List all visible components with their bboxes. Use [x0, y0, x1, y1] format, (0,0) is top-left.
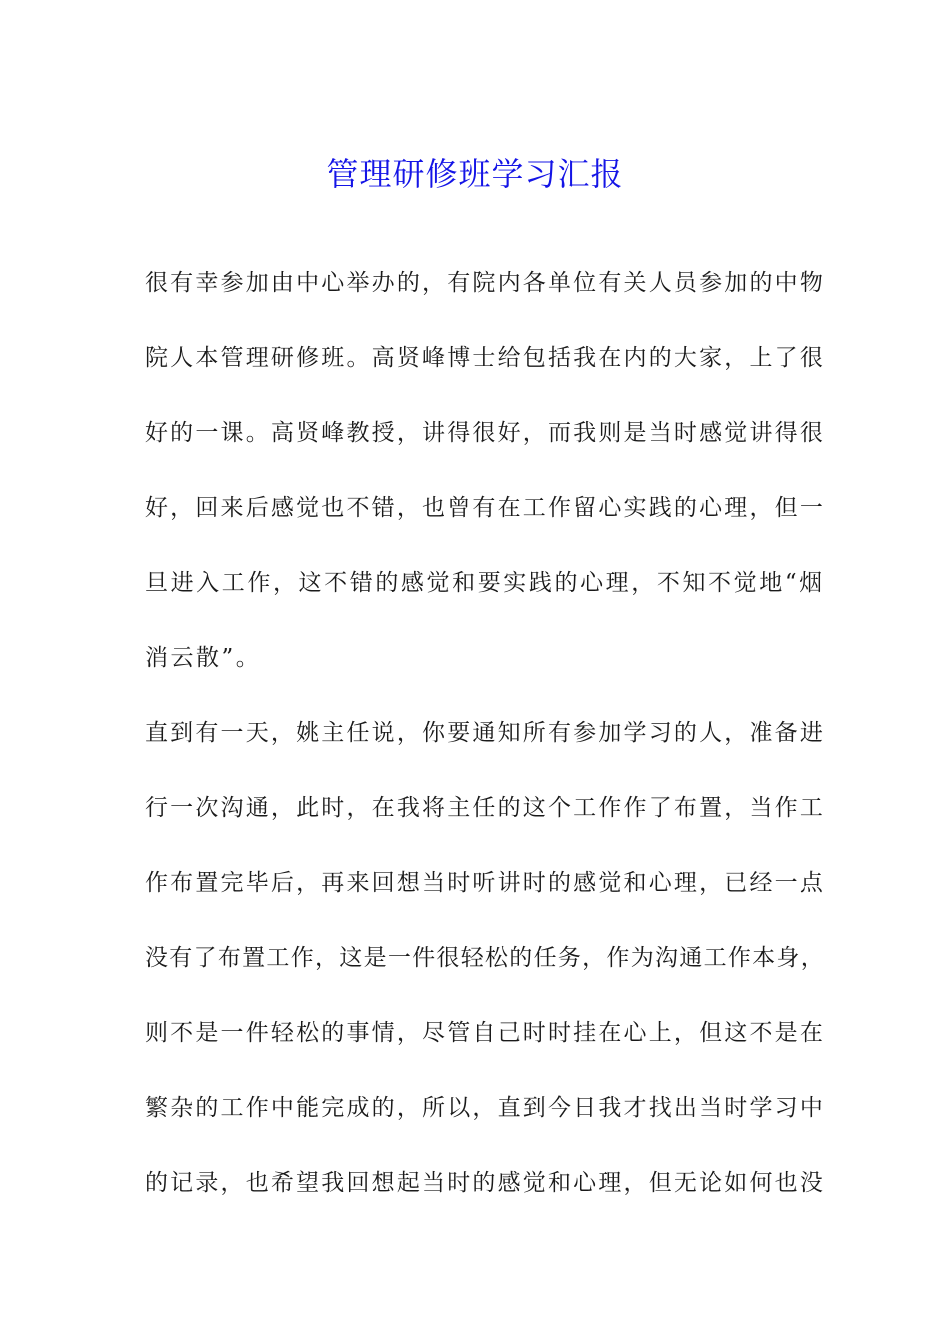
- body-line-12: 繁杂的工作中能完成的，所以，直到今日我才找出当时学习中: [145, 1095, 825, 1121]
- body-line-5: 旦进入工作，这不错的感觉和要实践的心理，不知不觉地“烟: [145, 570, 825, 596]
- document-title: 管理研修班学习汇报: [326, 155, 624, 194]
- body-line-2: 院人本管理研修班。高贤峰博士给包括我在内的大家，上了很: [145, 345, 825, 371]
- body-line-7: 直到有一天，姚主任说，你要通知所有参加学习的人，准备进: [145, 720, 825, 746]
- body-line-11: 则不是一件轻松的事情，尽管自己时时挂在心上，但这不是在: [145, 1020, 825, 1046]
- body-line-13: 的记录，也希望我回想起当时的感觉和心理，但无论如何也没: [145, 1170, 825, 1196]
- body-line-1: 很有幸参加由中心举办的，有院内各单位有关人员参加的中物: [145, 270, 825, 296]
- body-line-8: 行一次沟通，此时，在我将主任的这个工作作了布置，当作工: [145, 795, 825, 821]
- body-line-4: 好，回来后感觉也不错，也曾有在工作留心实践的心理，但一: [145, 495, 825, 521]
- body-line-3: 好的一课。高贤峰教授，讲得很好，而我则是当时感觉讲得很: [145, 420, 825, 446]
- body-line-6: 消云散”。: [145, 645, 262, 671]
- body-line-9: 作布置完毕后，再来回想当时听讲时的感觉和心理，已经一点: [145, 870, 825, 896]
- body-line-10: 没有了布置工作，这是一件很轻松的任务，作为沟通工作本身，: [145, 945, 825, 971]
